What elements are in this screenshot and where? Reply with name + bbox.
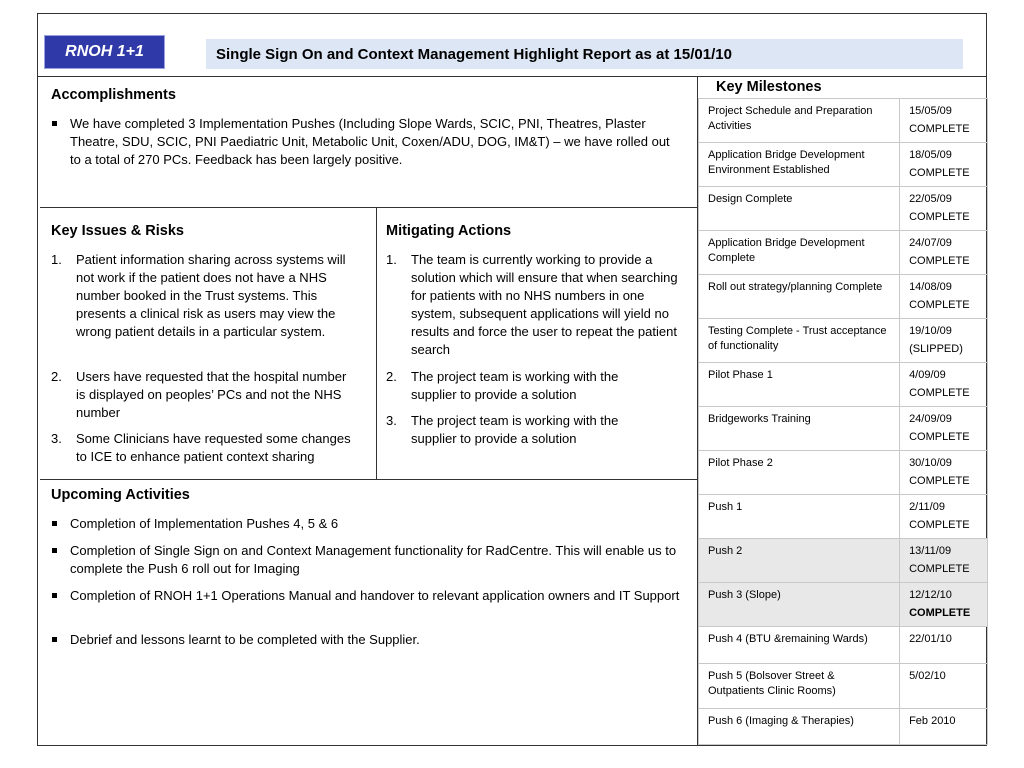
date-text: 18/05/09 [909, 149, 952, 161]
status-text: COMPLETE [909, 519, 970, 531]
milestone-date [900, 407, 988, 451]
header-divider [37, 76, 987, 77]
list-item: 3. Some Clinicians have requested some changes to ICE to enhance patient context sharing [51, 431, 351, 464]
table-row [699, 495, 988, 539]
report-title-text: Single Sign On and Context Management Highlight Report as at 15/01/10 [216, 45, 732, 63]
date-text: 5/02/10 [909, 670, 946, 682]
milestone-date [900, 627, 988, 664]
issues-divider [376, 207, 377, 480]
bullet-icon [52, 121, 57, 126]
status-text: COMPLETE [909, 431, 970, 443]
list-item: 1. Patient information sharing across systems will not work if the patient does not have a NHS number booked in the Trust systems. This presents a clinical risk as users may view the wrong patient details in a particular system. [51, 252, 346, 339]
report-title [206, 39, 963, 69]
table-row [699, 187, 988, 231]
milestones-heading: Key Milestones [716, 79, 822, 95]
table-row [699, 407, 988, 451]
list-item: 1. The team is currently working to provide a solution which will ensure that when searching for patients with no NHS numbers in one system, subsequent applications will yield no results and force the user to repeat the patient search [386, 252, 678, 357]
bullet-icon [52, 637, 57, 642]
table-row [699, 627, 988, 664]
milestone-date [900, 187, 988, 231]
milestone-name: Testing Complete - Trust acceptance of functionality [699, 319, 900, 363]
date-text: 24/09/09 [909, 413, 952, 425]
mitigating-heading: Mitigating Actions [386, 223, 512, 239]
list-item: We have completed 3 Implementation Pushes (Including Slope Wards, SCIC, PNI, Theatres, Plaster Theatre, SDU, SCIC, PNI Paediatric Unit, Metabolic Unit, Coxen/ADU, DOG, IM&T) – we have rolled out to a total of 270 PCs. Feedback has been largely positive. [51, 115, 681, 169]
issues-heading: Key Issues & Risks [51, 223, 184, 239]
list-item: 2. Users have requested that the hospital number is displayed on peoples’ PCs and not the NHS number [51, 369, 347, 420]
table-row [699, 451, 988, 495]
milestone-date [900, 319, 988, 363]
milestone-date [900, 583, 988, 627]
date-text: 12/12/10 [909, 589, 952, 601]
status-text: COMPLETE [909, 607, 971, 619]
table-row [699, 664, 988, 709]
status-text: COMPLETE [909, 299, 970, 311]
date-text: 2/11/09 [909, 501, 945, 513]
status-text: (SLIPPED) [909, 343, 963, 355]
status-text: COMPLETE [909, 563, 970, 575]
list-item: Completion of Single Sign on and Context Management functionality for RadCentre. This will enable us to complete the Push 6 roll out for Imaging [51, 542, 686, 578]
milestone-name: Application Bridge Development Complete [699, 231, 900, 275]
milestone-name: Push 1 [699, 495, 900, 539]
date-text: 22/01/10 [909, 633, 952, 645]
upcoming-heading: Upcoming Activities [51, 487, 190, 503]
milestone-date [900, 363, 988, 407]
table-row [699, 143, 988, 187]
status-text: COMPLETE [909, 255, 970, 267]
list-item: Debrief and lessons learnt to be completed with the Supplier. [51, 631, 686, 649]
bullet-icon [52, 548, 57, 553]
milestone-name: Push 5 (Bolsover Street & Outpatients Clinic Rooms) [699, 664, 900, 709]
date-text: Feb 2010 [909, 715, 956, 727]
table-row [699, 583, 988, 627]
list-item: 3. The project team is working with the supplier to provide a solution [386, 413, 619, 446]
milestone-date [900, 143, 988, 187]
milestone-name: Design Complete [699, 187, 900, 231]
date-text: 30/10/09 [909, 457, 952, 469]
list-item: 2. The project team is working with the supplier to provide a solution [386, 369, 619, 402]
milestone-date [900, 709, 988, 745]
bullet-icon [52, 521, 57, 526]
milestone-name: Push 4 (BTU &remaining Wards) [699, 627, 900, 664]
milestone-date [900, 539, 988, 583]
accomplishments-heading: Accomplishments [51, 87, 176, 103]
status-text: COMPLETE [909, 475, 970, 487]
milestone-name: Push 6 (Imaging & Therapies) [699, 709, 900, 745]
date-text: 22/05/09 [909, 193, 952, 205]
status-text: COMPLETE [909, 167, 970, 179]
table-row [699, 539, 988, 583]
milestone-name: Roll out strategy/planning Complete [699, 275, 900, 319]
table-row [699, 231, 988, 275]
status-text: COMPLETE [909, 211, 970, 223]
date-text: 15/05/09 [909, 105, 952, 117]
table-row [699, 319, 988, 363]
date-text: 24/07/09 [909, 237, 952, 249]
milestone-name: Bridgeworks Training [699, 407, 900, 451]
milestone-date [900, 231, 988, 275]
status-text: COMPLETE [909, 387, 970, 399]
date-text: 19/10/09 [909, 325, 952, 337]
milestone-name: Pilot Phase 2 [699, 451, 900, 495]
milestone-date [900, 495, 988, 539]
milestone-date [900, 664, 988, 709]
bullet-icon [52, 593, 57, 598]
status-text: COMPLETE [909, 123, 970, 135]
table-row [699, 709, 988, 745]
milestone-date [900, 275, 988, 319]
milestone-name: Push 3 (Slope) [699, 583, 900, 627]
table-row [699, 275, 988, 319]
table-row [699, 363, 988, 407]
table-row [699, 99, 988, 143]
project-badge: RNOH 1+1 [44, 35, 165, 69]
date-text: 4/09/09 [909, 369, 946, 381]
list-item: Completion of Implementation Pushes 4, 5 & 6 [51, 515, 686, 533]
milestone-name: Application Bridge Development Environment Established [699, 143, 900, 187]
milestone-name: Project Schedule and Preparation Activities [699, 99, 900, 143]
milestone-date [900, 99, 988, 143]
milestone-name: Pilot Phase 1 [699, 363, 900, 407]
date-text: 14/08/09 [909, 281, 952, 293]
milestones-table [698, 98, 988, 745]
date-text: 13/11/09 [909, 545, 952, 557]
issues-bottom-divider [40, 479, 697, 480]
milestone-date [900, 451, 988, 495]
accomplishments-divider [40, 207, 697, 208]
list-item: Completion of RNOH 1+1 Operations Manual and handover to relevant application owners and IT Support [51, 587, 686, 605]
milestone-name: Push 2 [699, 539, 900, 583]
